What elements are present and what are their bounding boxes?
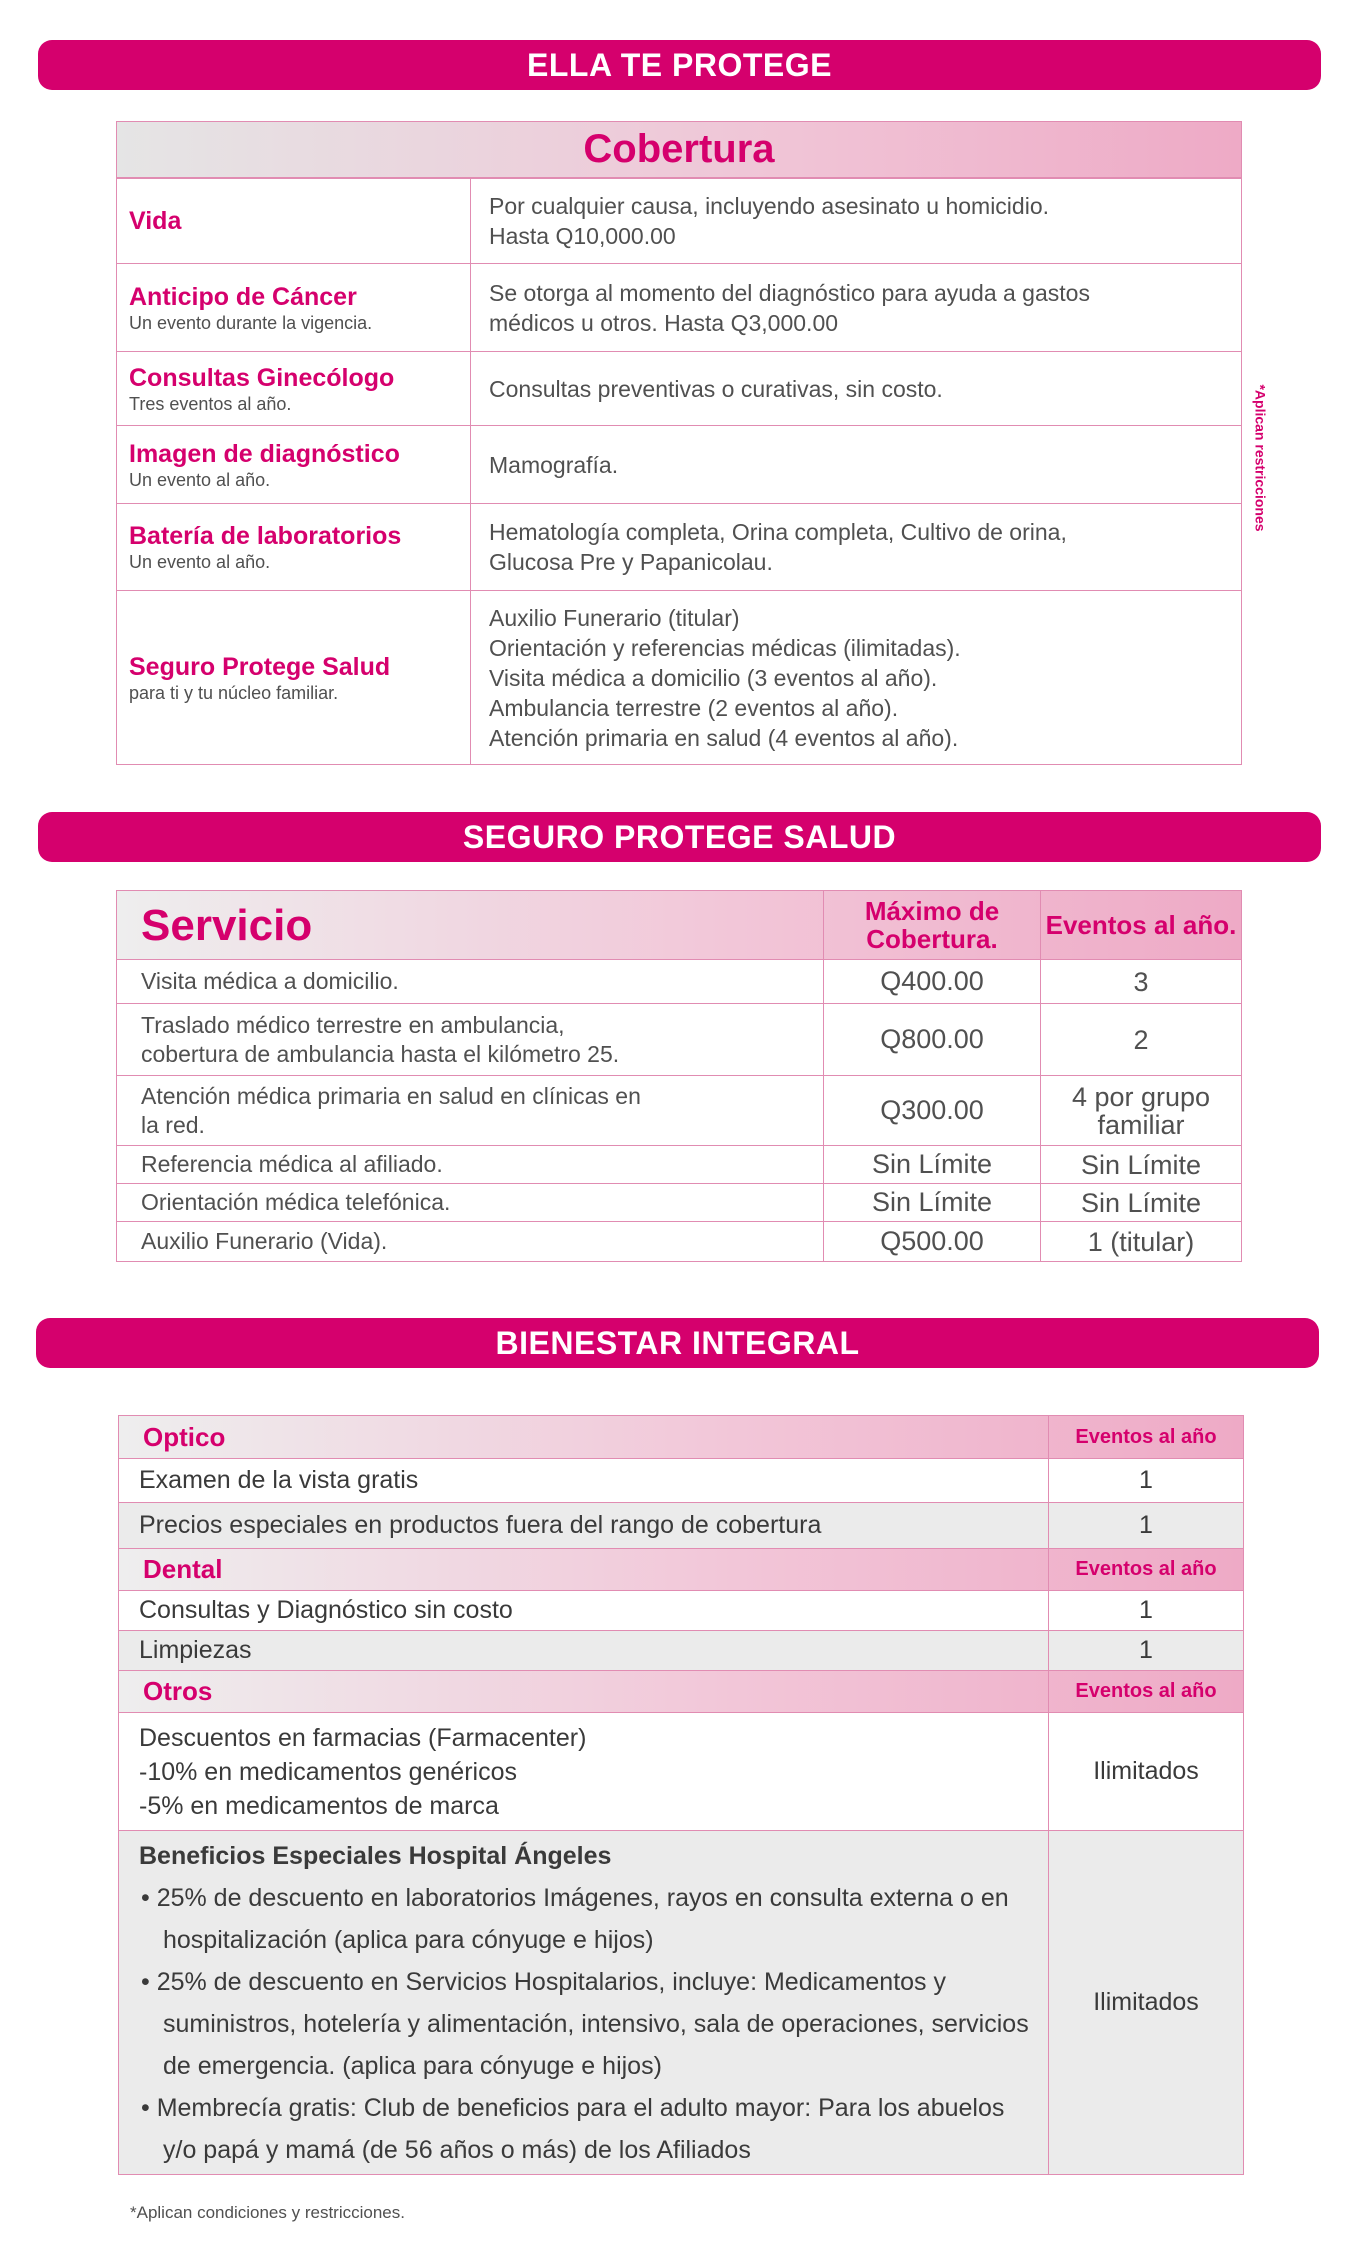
coverage-title-cell <box>117 426 471 503</box>
section-banner-seguro-protege-salud: SEGURO PROTEGE SALUD <box>38 812 1321 862</box>
dental-section-header <box>119 1548 1243 1590</box>
coverage-title-cell <box>117 264 471 351</box>
wellness-row <box>119 1630 1243 1670</box>
coverage-desc-line: Por cualquier causa, incluyendo asesinato u homicidio. <box>489 193 1049 219</box>
wellness-value: Ilimitados <box>1093 1757 1199 1785</box>
coverage-title: Anticipo de Cáncer <box>129 282 357 311</box>
coverage-row-cancer <box>117 263 1241 351</box>
coverage-header: Cobertura <box>117 122 1241 178</box>
wellness-value: Ilimitados <box>1093 1988 1199 2016</box>
wellness-item: Examen de la vista gratis <box>119 1459 1049 1502</box>
max-coverage-header: Máximo de Cobertura. <box>824 891 1041 959</box>
wellness-row-hospital <box>119 1830 1243 2174</box>
coverage-title-cell <box>117 591 471 764</box>
service-name: Auxilio Funerario (Vida). <box>117 1222 824 1261</box>
service-events: Sin Límite <box>1080 1187 1202 1218</box>
coverage-desc-line: Hematología completa, Orina completa, Cultivo de orina, <box>489 519 1067 545</box>
wellness-item: Precios especiales en productos fuera del rango de cobertura <box>119 1503 1049 1548</box>
coverage-desc-cell <box>471 504 1241 590</box>
section-banner-bienestar-integral: BIENESTAR INTEGRAL <box>36 1318 1319 1368</box>
hospital-bullet: • 25% de descuento en laboratorios Imágenes, rayos en consulta externa o en hospitalización (aplica para cónyuge e hijos) <box>141 1883 1009 1954</box>
hospital-title: Beneficios Especiales Hospital Ángeles <box>139 1841 612 1870</box>
wellness-table <box>118 1415 1244 2175</box>
wellness-item: Consultas y Diagnóstico sin costo <box>119 1591 1049 1630</box>
coverage-desc-cell <box>471 264 1241 351</box>
service-max: Sin Límite <box>824 1146 1041 1183</box>
coverage-desc-cell <box>471 179 1241 263</box>
coverage-title: Imagen de diagnóstico <box>129 439 400 468</box>
coverage-subtitle: Tres eventos al año. <box>129 393 292 414</box>
wellness-item <box>119 1831 1049 2174</box>
service-name: Traslado médico terrestre en ambulancia, cobertura de ambulancia hasta el kilómetro 25. <box>117 1004 824 1075</box>
wellness-item <box>119 1713 1049 1830</box>
coverage-desc-line: Mamografía. <box>489 451 619 478</box>
coverage-title: Vida <box>129 207 182 235</box>
service-row <box>117 1003 1241 1075</box>
service-max: Sin Límite <box>824 1184 1041 1221</box>
optico-label: Optico <box>119 1416 1049 1458</box>
service-row <box>117 959 1241 1003</box>
farmacias-line: -10% en medicamentos genéricos <box>139 1757 517 1786</box>
service-header: Servicio <box>117 891 824 959</box>
coverage-desc-line: Se otorga al momento del diagnóstico para ayuda a gastos <box>489 279 1090 306</box>
coverage-row-ginecologo <box>117 351 1241 425</box>
coverage-title: Batería de laboratorios <box>129 522 402 550</box>
coverage-title-cell <box>117 504 471 590</box>
farmacias-line: -5% en medicamentos de marca <box>139 1791 499 1820</box>
wellness-item: Limpiezas <box>119 1631 1049 1670</box>
hospital-bullet: • Membrecía gratis: Club de beneficios para el adulto mayor: Para los abuelos y/o papá y mamá (de 56 años o más) de los Afiliados <box>141 2093 1005 2164</box>
service-events: 4 por grupo familiar <box>1071 1081 1211 1140</box>
service-row <box>117 1145 1241 1183</box>
coverage-desc-line: Glucosa Pre y Papanicolau. <box>489 549 773 575</box>
service-max: Q400.00 <box>824 960 1041 1003</box>
optico-section-header <box>119 1416 1243 1458</box>
coverage-desc-line: Hasta Q10,000.00 <box>489 223 676 249</box>
coverage-desc-line: Atención primaria en salud (4 eventos al año). <box>489 724 959 751</box>
coverage-row-imagen <box>117 425 1241 503</box>
service-max: Q300.00 <box>824 1076 1041 1145</box>
events-per-year-label: Eventos al año <box>1075 1680 1217 1702</box>
farmacias-line: Descuentos en farmacias (Farmacenter) <box>139 1723 587 1752</box>
wellness-row <box>119 1502 1243 1548</box>
coverage-row-vida <box>117 178 1241 263</box>
service-name: Atención médica primaria en salud en clínicas en la red. <box>117 1076 824 1145</box>
service-table <box>116 890 1242 1262</box>
wellness-value: 1 <box>1139 1636 1153 1664</box>
coverage-title: Seguro Protege Salud <box>129 652 391 681</box>
hospital-bullet: • 25% de descuento en Servicios Hospitalarios, incluye: Medicamentos y suministros, hotelería y alimentación, intensivo, sala de operaciones, servicios de emergencia. (aplica para cónyuge e hijos) <box>141 1967 1029 2080</box>
service-name: Visita médica a domicilio. <box>117 960 824 1003</box>
service-events: Sin Límite <box>1080 1149 1202 1180</box>
coverage-desc-cell <box>471 591 1241 764</box>
otros-label: Otros <box>119 1671 1049 1712</box>
coverage-desc-line: Auxilio Funerario (titular) <box>489 604 740 631</box>
side-restrictions-note <box>1249 368 1273 548</box>
service-row <box>117 1075 1241 1145</box>
service-name: Orientación médica telefónica. <box>117 1184 824 1221</box>
coverage-subtitle: Un evento al año. <box>129 469 271 490</box>
coverage-desc-cell <box>471 352 1241 425</box>
service-header-row <box>117 891 1241 959</box>
side-restrictions-text: *Aplican restricciones <box>1253 384 1269 532</box>
events-header: Eventos al año. <box>1045 910 1237 940</box>
coverage-desc-line: Visita médica a domicilio (3 eventos al año). <box>489 664 938 691</box>
service-row <box>117 1183 1241 1221</box>
coverage-subtitle: para ti y tu núcleo familiar. <box>129 682 339 703</box>
service-row <box>117 1221 1241 1261</box>
wellness-row <box>119 1590 1243 1630</box>
events-per-year-label: Eventos al año <box>1075 1425 1217 1448</box>
coverage-row-laboratorios <box>117 503 1241 590</box>
events-per-year-label: Eventos al año <box>1075 1558 1217 1580</box>
wellness-value: 1 <box>1139 1511 1153 1539</box>
coverage-desc-line: Consultas preventivas o curativas, sin costo. <box>489 375 943 402</box>
coverage-subtitle: Un evento durante la vigencia. <box>129 312 373 333</box>
coverage-desc-line: Orientación y referencias médicas (ilimitadas). <box>489 634 961 661</box>
wellness-row <box>119 1458 1243 1502</box>
coverage-desc-line: Ambulancia terrestre (2 eventos al año). <box>489 694 899 721</box>
service-max: Q800.00 <box>824 1004 1041 1075</box>
dental-label: Dental <box>119 1549 1049 1590</box>
service-max: Q500.00 <box>824 1222 1041 1261</box>
coverage-desc-cell <box>471 426 1241 503</box>
coverage-title-cell <box>117 352 471 425</box>
service-events: 1 (titular) <box>1087 1226 1195 1257</box>
service-events: 2 <box>1133 1024 1149 1055</box>
service-events: 3 <box>1133 966 1149 997</box>
coverage-table <box>116 121 1242 765</box>
section-banner-ella-te-protege: ELLA TE PROTEGE <box>38 40 1321 90</box>
service-name: Referencia médica al afiliado. <box>117 1146 824 1183</box>
otros-section-header <box>119 1670 1243 1712</box>
coverage-title: Consultas Ginecólogo <box>129 363 395 392</box>
wellness-value: 1 <box>1139 1466 1153 1494</box>
wellness-value: 1 <box>1139 1596 1153 1624</box>
footnote: *Aplican condiciones y restricciones. <box>130 2203 405 2222</box>
coverage-desc-line: médicos u otros. Hasta Q3,000.00 <box>489 309 839 336</box>
coverage-subtitle: Un evento al año. <box>129 552 271 572</box>
coverage-title-cell <box>117 179 471 263</box>
wellness-row-farmacias <box>119 1712 1243 1830</box>
coverage-row-seguro <box>117 590 1241 764</box>
